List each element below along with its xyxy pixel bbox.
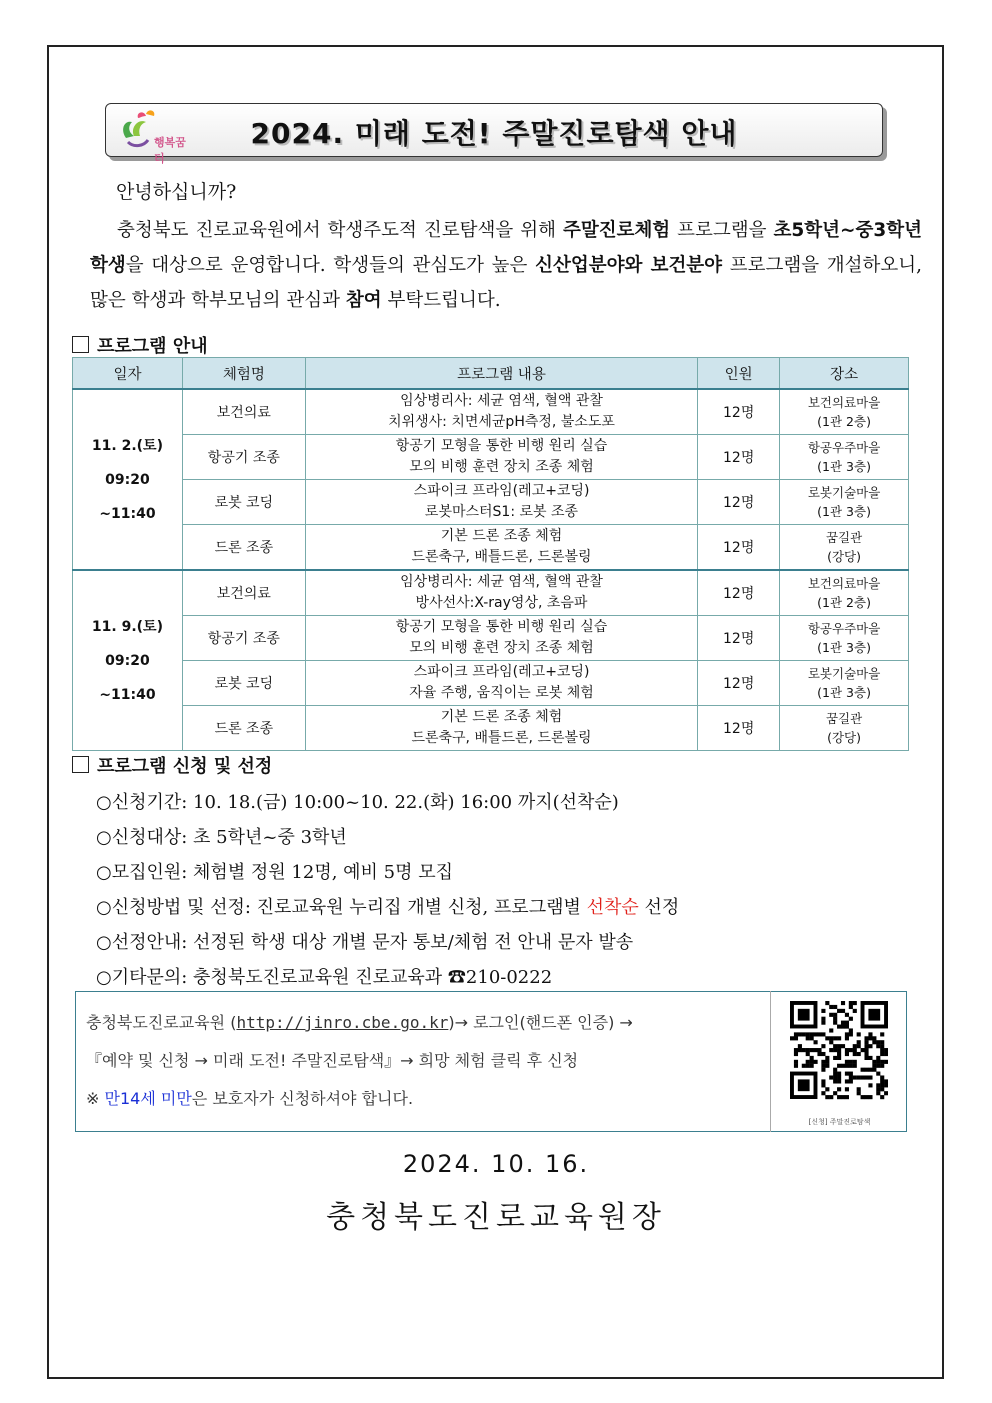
intro-paragraph: 충청북도 진로교육원에서 학생주도적 진로탐색을 위해 주말진로체험 프로그램을 초5학년~중3학년 학생을 대상으로 운영합니다. 학생들의 관심도가 높은 신산업분야와 보건분야 프로그램을 개설하오니, 많은 학생과 학부모님의 관심과 참여 부탁드립니다. xyxy=(90,220,923,311)
info-line-1: 충청북도진로교육원 (http://jinro.cbe.go.kr)→ 로그인(핸드폰 인증) → xyxy=(86,1013,633,1032)
place-cell-line: (강당) xyxy=(827,730,862,745)
date-cell xyxy=(73,389,183,570)
date-date: 11. 9.(토) xyxy=(91,618,163,635)
list-item-contact: ○기타문의: 충청북도진로교육원 진로교육과 ☎210-0222 xyxy=(96,967,553,988)
place-cell-line: 꿈길관 xyxy=(825,530,863,545)
program-name-cell xyxy=(182,389,305,435)
table-row xyxy=(73,616,909,661)
place-cell-line: 항공우주마을 xyxy=(807,440,881,455)
program-content-cell xyxy=(305,525,697,571)
capacity-cell-line: 12명 xyxy=(723,631,755,647)
capacity-cell-line: 12명 xyxy=(723,676,755,692)
application-list xyxy=(96,788,679,998)
capacity-cell xyxy=(698,706,780,751)
capacity-cell-line: 12명 xyxy=(723,405,755,421)
date-cell xyxy=(73,570,183,751)
website-link[interactable]: http://jinro.cbe.go.kr xyxy=(236,1013,449,1032)
place-cell-line: (1관 3층) xyxy=(817,640,871,655)
capacity-cell xyxy=(698,435,780,480)
place-cell-line: 보건의료마을 xyxy=(807,576,881,591)
place-cell-line: (1관 3층) xyxy=(817,504,871,519)
signature: 충청북도진로교육원장 xyxy=(326,1200,666,1235)
date-time2: ~11:40 xyxy=(99,686,156,703)
program-name-cell xyxy=(182,661,305,706)
document-date: 2024. 10. 16. xyxy=(402,1150,590,1178)
program-content-cell xyxy=(305,661,697,706)
program-content-cell-line: 모의 비행 훈련 장치 조종 체험 xyxy=(409,640,594,656)
program-content-cell-line: 임상병리사: 세균 염색, 혈액 관찰 xyxy=(400,393,603,409)
capacity-cell-line: 12명 xyxy=(723,495,755,511)
place-cell xyxy=(780,480,909,525)
program-name-cell xyxy=(182,570,305,616)
program-content-cell xyxy=(305,435,697,480)
checkbox-square-icon xyxy=(72,756,89,773)
capacity-cell xyxy=(698,480,780,525)
list-item-target: ○신청대상: 초 5학년~중 3학년 xyxy=(96,827,347,848)
program-name-cell xyxy=(182,480,305,525)
place-cell-line: (1관 3층) xyxy=(817,685,871,700)
program-name-cell xyxy=(182,525,305,571)
program-content-cell-line: 드론축구, 배틀드론, 드론볼링 xyxy=(411,730,592,746)
place-cell xyxy=(780,706,909,751)
program-content-cell-line: 치위생사: 치면세균pH측정, 불소도포 xyxy=(388,414,615,430)
qr-panel xyxy=(770,991,908,1132)
program-name-cell-line: 항공기 조종 xyxy=(207,631,280,647)
program-content-cell-line: 기본 드론 조종 체험 xyxy=(440,528,563,544)
header-count: 인원 xyxy=(698,358,780,390)
table-row xyxy=(73,525,909,571)
program-content-cell xyxy=(305,480,697,525)
table-row xyxy=(73,435,909,480)
date-time1: 09:20 xyxy=(105,471,150,488)
program-name-cell xyxy=(182,435,305,480)
info-line-3: ※ 만14세 미만은 보호자가 신청하셔야 합니다. xyxy=(86,1089,414,1108)
program-content-cell-line: 모의 비행 훈련 장치 조종 체험 xyxy=(409,459,594,475)
section-application: 프로그램 신청 및 선정 xyxy=(72,752,272,778)
program-content-cell-line: 항공기 모형을 통한 비행 원리 실습 xyxy=(395,438,608,454)
greeting: 안녕하십니까? xyxy=(116,181,237,203)
program-name-cell-line: 로봇 코딩 xyxy=(214,495,274,511)
program-content-cell-line: 드론축구, 배틀드론, 드론볼링 xyxy=(411,549,592,565)
table-row xyxy=(73,706,909,751)
program-content-cell xyxy=(305,570,697,616)
program-content-cell-line: 스파이크 프라임(레고+코딩) xyxy=(413,664,590,680)
capacity-cell-line: 12명 xyxy=(723,540,755,556)
program-name-cell-line: 드론 조종 xyxy=(214,540,274,556)
place-cell xyxy=(780,389,909,435)
program-name-cell-line: 보건의료 xyxy=(216,405,271,421)
logo-text: 행복꿈터 xyxy=(154,136,186,165)
capacity-cell xyxy=(698,661,780,706)
place-cell-line: (강당) xyxy=(827,549,862,564)
program-name-cell-line: 로봇 코딩 xyxy=(214,676,274,692)
program-content-cell-line: 스파이크 프라임(레고+코딩) xyxy=(413,483,590,499)
program-content-cell-line: 로봇마스터S1: 로봇 조종 xyxy=(424,504,579,520)
place-cell-line: 로봇기술마을 xyxy=(807,666,881,681)
place-cell xyxy=(780,616,909,661)
qr-caption: [신청] 주말진로탐색 xyxy=(808,1118,871,1126)
date-time2: ~11:40 xyxy=(99,505,156,522)
info-line-2: 『예약 및 신청 → 미래 도전! 주말진로탐색』→ 희망 체험 클릭 후 신청 xyxy=(86,1051,579,1070)
capacity-cell xyxy=(698,616,780,661)
program-content-cell-line: 기본 드론 조종 체험 xyxy=(440,709,563,725)
place-cell xyxy=(780,525,909,571)
capacity-cell-line: 12명 xyxy=(723,721,755,737)
place-cell-line: (1관 3층) xyxy=(817,459,871,474)
list-item-notice: ○선정안내: 선정된 학생 대상 개별 문자 통보/체험 전 안내 문자 발송 xyxy=(96,932,634,953)
table-row xyxy=(73,570,909,616)
place-cell-line: 항공우주마을 xyxy=(807,621,881,636)
program-content-cell-line: 자율 주행, 움직이는 로봇 체험 xyxy=(409,685,594,701)
place-cell xyxy=(780,661,909,706)
list-item-recruit: ○모집인원: 체험별 정원 12명, 예비 5명 모집 xyxy=(96,862,453,883)
program-name-cell-line: 드론 조종 xyxy=(214,721,274,737)
qr-code-icon[interactable] xyxy=(790,1001,888,1109)
capacity-cell xyxy=(698,570,780,616)
place-cell-line: (1관 2층) xyxy=(817,595,871,610)
date-time1: 09:20 xyxy=(105,652,150,669)
table-row xyxy=(73,661,909,706)
capacity-cell-line: 12명 xyxy=(723,450,755,466)
info-text xyxy=(86,1004,633,1118)
page-title: 2024. 미래 도전! 주말진로탐색 안내 xyxy=(250,117,738,150)
program-name-cell xyxy=(182,706,305,751)
capacity-cell xyxy=(698,525,780,571)
list-item-method: ○신청방법 및 선정: 진로교육원 누리집 개별 신청, 프로그램별 선착순 선정 xyxy=(96,897,680,918)
place-cell-line: 보건의료마을 xyxy=(807,395,881,410)
program-content-cell xyxy=(305,706,697,751)
program-table xyxy=(72,357,909,751)
checkbox-square-icon xyxy=(72,336,89,353)
header-date: 일자 xyxy=(73,358,183,390)
place-cell-line: 꿈길관 xyxy=(825,711,863,726)
application-info-box xyxy=(75,991,907,1132)
table-row xyxy=(73,389,909,435)
program-name-cell-line: 보건의료 xyxy=(216,586,271,602)
header-content: 프로그램 내용 xyxy=(305,358,697,390)
program-content-cell xyxy=(305,389,697,435)
place-cell xyxy=(780,570,909,616)
table-header-row xyxy=(73,358,909,390)
list-item-period: ○신청기간: 10. 18.(금) 10:00~10. 22.(화) 16:00 까지(선착순) xyxy=(96,792,619,813)
header-place: 장소 xyxy=(780,358,909,390)
section-program-info: 프로그램 안내 xyxy=(72,332,208,358)
header-name: 체험명 xyxy=(182,358,305,390)
table-row xyxy=(73,480,909,525)
program-content-cell-line: 항공기 모형을 통한 비행 원리 실습 xyxy=(395,619,608,635)
title-banner xyxy=(105,103,883,165)
capacity-cell xyxy=(698,389,780,435)
program-name-cell xyxy=(182,616,305,661)
program-content-cell-line: 임상병리사: 세균 염색, 혈액 관찰 xyxy=(400,574,603,590)
place-cell xyxy=(780,435,909,480)
program-name-cell-line: 항공기 조종 xyxy=(207,450,280,466)
place-cell-line: 로봇기술마을 xyxy=(807,485,881,500)
capacity-cell-line: 12명 xyxy=(723,586,755,602)
place-cell-line: (1관 2층) xyxy=(817,414,871,429)
program-content-cell-line: 방사선사:X-ray영상, 초음파 xyxy=(415,595,588,611)
date-date: 11. 2.(토) xyxy=(91,437,163,454)
program-content-cell xyxy=(305,616,697,661)
